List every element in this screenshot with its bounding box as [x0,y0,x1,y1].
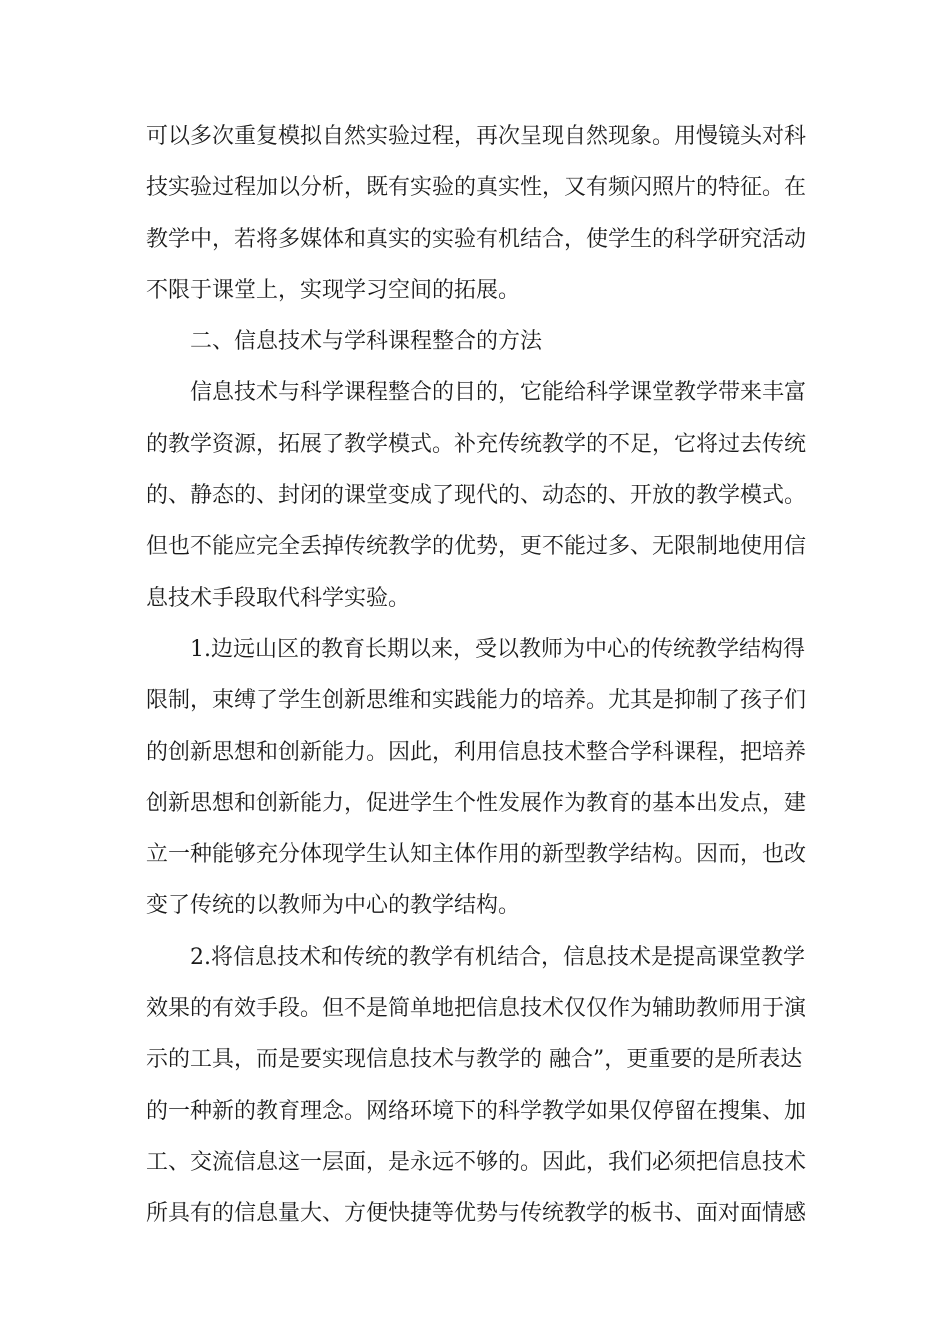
text-line: 立一种能够充分体现学生认知主体作用的新型教学结构。因而，也改 [146,842,806,868]
text-line: 的创新思想和创新能力。因此，利用信息技术整合学科课程，把培养 [146,739,806,765]
text-line: 不限于课堂上，实现学习空间的拓展。 [146,277,521,303]
section-heading: 二、信息技术与学科课程整合的方法 [190,329,543,355]
text-line: 限制，束缚了学生创新思维和实践能力的培养。尤其是抑制了孩子们 [146,688,806,714]
text-line: 工、交流信息这一层面，是永远不够的。因此，我们必须把信息技术 [146,1149,806,1175]
text-line: 息技术手段取代科学实验。 [146,585,411,611]
text-line: 教学中，若将多媒体和真实的实验有机结合，使学生的科学研究活动 [146,226,806,252]
text-line: 变了传统的以教师为中心的教学结构。 [146,893,521,919]
text-line: 示的工具，而是要实现信息技术与教学的 融合”，更重要的是所表达 [146,1047,803,1073]
body-text [146,111,806,1240]
text-line: 创新思想和创新能力，促进学生个性发展作为教育的基本出发点，建 [146,790,806,816]
text-line: 所具有的信息量大、方便快捷等优势与传统教学的板书、面对面情感 [146,1201,806,1227]
text-line: 2.将信息技术和传统的教学有机结合，信息技术是提高课堂教学 [190,944,805,970]
text-line: 技实验过程加以分析，既有实验的真实性，又有频闪照片的特征。在 [146,175,806,201]
text-line: 但也不能应完全丢掉传统教学的优势，更不能过多、无限制地使用信 [146,534,806,560]
text-line: 可以多次重复模拟自然实验过程，再次呈现自然现象。用慢镜头对科 [146,124,806,149]
text-line: 的一种新的教育理念。网络环境下的科学教学如果仅停留在搜集、加 [146,1098,806,1124]
text-line: 的教学资源，拓展了教学模式。补充传统教学的不足，它将过去传统 [146,431,806,457]
text-line: 信息技术与科学课程整合的目的，它能给科学课堂教学带来丰富 [190,380,806,406]
text-line: 效果的有效手段。但不是简单地把信息技术仅仅作为辅助教师用于演 [146,996,806,1022]
text-line: 的、静态的、封闭的课堂变成了现代的、动态的、开放的教学模式。 [146,483,806,509]
text-line: 1.边远山区的教育长期以来，受以教师为中心的传统教学结构得 [190,636,805,662]
